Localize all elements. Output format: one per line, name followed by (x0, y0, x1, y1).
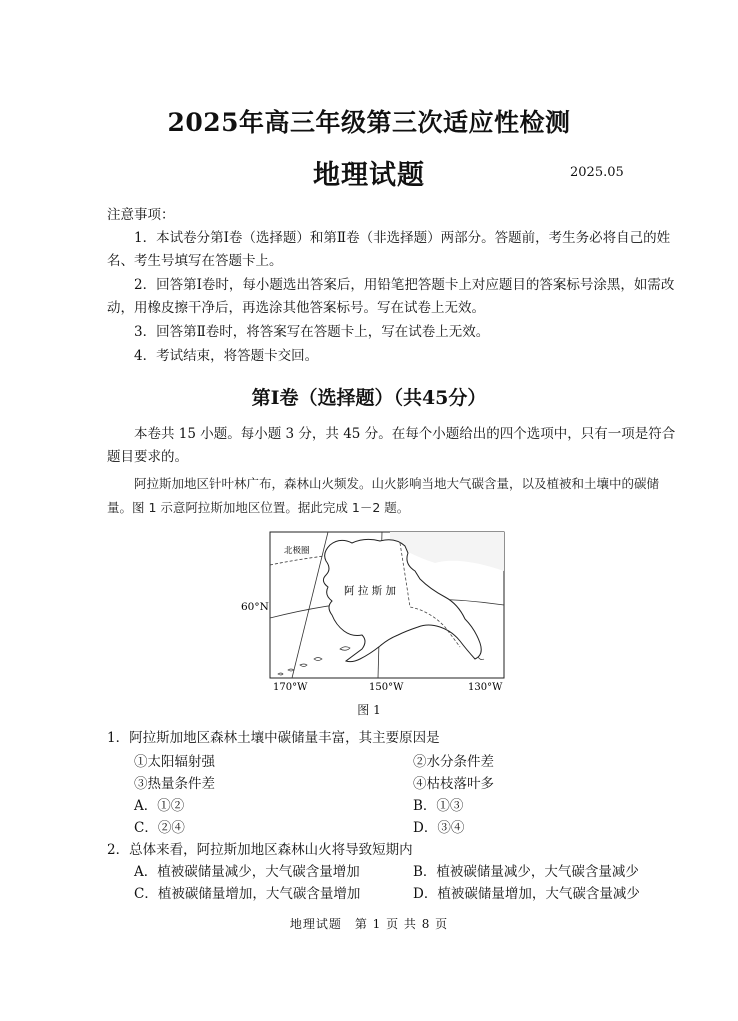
exam-date: 2025.05 (570, 165, 624, 180)
arctic-circle-label: 北极圈 (284, 546, 310, 556)
section-title: 第Ⅰ卷（选择题）（共45分） (251, 387, 487, 409)
q1-item-1: ①太阳辐射强 (134, 754, 215, 770)
page-footer: 地理试题 第 1 页 共 8 页 (289, 917, 449, 931)
note-item-3: 3．回答第Ⅱ卷时，将答案写在答题卡上，写在试卷上无效。 (134, 324, 490, 340)
notes-heading: 注意事项： (107, 207, 175, 223)
q1-option-d: D．③④ (413, 820, 465, 836)
q2-option-c: C．植被碳储量增加，大气碳含量增加 (134, 886, 361, 902)
q2-option-d: D．植被碳储量增加，大气碳含量减少 (413, 886, 640, 902)
q1-item-3: ③热量条件差 (134, 776, 215, 792)
lon-150w-label: 150°W (369, 682, 404, 693)
lon-170w-label: 170°W (273, 682, 308, 693)
q1-option-c: C．②④ (134, 820, 185, 836)
q1-item-2: ②水分条件差 (413, 754, 494, 770)
lon-130w-label: 130°W (468, 682, 503, 693)
subject-title: 地理试题 (313, 160, 425, 191)
q2-option-a: A．植被碳储量减少，大气碳含量增加 (134, 864, 360, 880)
exam-title: 2025年高三年级第三次适应性检测 (167, 108, 571, 137)
alaska-label: 阿 拉 斯 加 (344, 585, 397, 597)
note-item-4: 4．考试结束，将答题卡交回。 (134, 348, 319, 364)
q1-option-b: B．①③ (413, 798, 464, 814)
question-2-stem: 2．总体来看，阿拉斯加地区森林山火将导致短期内 (107, 842, 413, 858)
q1-item-4: ④枯枝落叶多 (413, 776, 494, 792)
note-item-2: 2．回答第Ⅰ卷时，每小题选出答案后，用铅笔把答题卡上对应题目的答案标号涂黑，如需改动，用橡皮擦干净后，再选涂其他答案标号。写在试卷上无效。 (107, 277, 675, 316)
question-1-stem: 1．阿拉斯加地区森林土壤中碳储量丰富，其主要原因是 (107, 730, 440, 746)
alaska-map (241, 531, 506, 696)
q2-option-b: B．植被碳储量减少，大气碳含量减少 (413, 864, 639, 880)
q1-option-a: A．①② (134, 798, 185, 814)
section-intro: 本卷共 15 小题。每小题 3 分，共 45 分。在每个小题给出的四个选项中，只有一项是符合题目要求的。 (107, 426, 676, 465)
figure-caption: 图 1 (357, 703, 381, 717)
question-material: 阿拉斯加地区针叶林广布，森林山火频发。山火影响当地大气碳含量，以及植被和土壤中的碳储量。图 1 示意阿拉斯加地区位置。据此完成 1－2 题。 (107, 476, 660, 515)
note-item-1: 1．本试卷分第Ⅰ卷（选择题）和第Ⅱ卷（非选择题）两部分。答题前，考生务必将自己的姓名、考生号填写在答题卡上。 (107, 230, 671, 269)
lat-60n-label: 60°N (241, 601, 269, 613)
